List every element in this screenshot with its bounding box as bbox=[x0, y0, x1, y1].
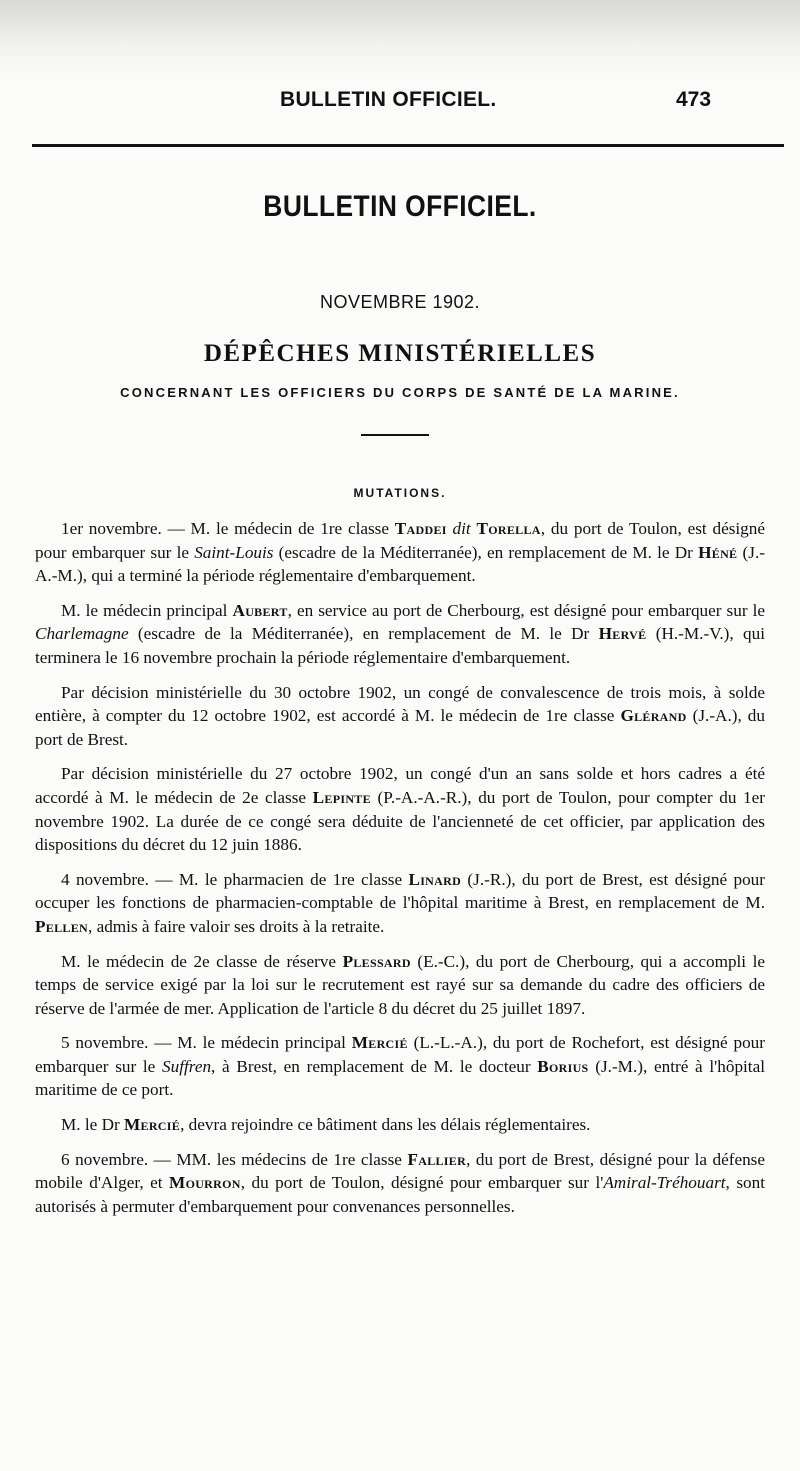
person-name: Lepinte bbox=[312, 787, 371, 807]
paragraph-1: 1er novembre. — M. le médecin de 1re classe Taddei dit Torella, du port de Toulon, est désigné pour embarquer sur le Saint-Louis (escadre de la Méditerranée), en remplacement de M. le Dr Héné (J.-A.-M.), qui a terminé la période réglementaire d'embarquement. bbox=[35, 519, 766, 586]
person-name: Linard bbox=[408, 869, 462, 889]
person-name: Aubert bbox=[232, 600, 288, 620]
depeches-title: DÉPÊCHES MINISTÉRIELLES bbox=[203, 340, 597, 367]
paragraph-6: M. le médecin de 2e classe de réserve Plessard (E.-C.), du port de Cherbourg, qui a accompli le temps de service exigé par la loi sur le recrutement est rayé sur sa demande du cadre des officiers de réserve de l'armée de mer. Application de l'article 8 du décret du 25 juillet 1897. bbox=[35, 951, 765, 1018]
person-name: Pellen bbox=[35, 916, 88, 936]
depeches-subtitle: CONCERNANT LES OFFICIERS DU CORPS DE SANTÉ DE LA MARINE. bbox=[120, 385, 680, 400]
ship-name: Charlemagne bbox=[35, 624, 129, 644]
ship-name: Amiral-Tréhouart bbox=[603, 1173, 726, 1193]
paragraph-9: 6 novembre. — MM. les médecins de 1re classe Fallier, du port de Brest, désigné pour la défense mobile d'Alger, et Mourron, du port de Toulon, désigné pour embarquer sur l'Amiral-Tréhouart, sont autorisés à permuter d'embarquement pour convenances personnelles. bbox=[35, 1149, 765, 1216]
person-name: Mourron bbox=[169, 1173, 241, 1193]
person-name: Taddei bbox=[394, 519, 447, 538]
page-number: 473 bbox=[676, 88, 712, 111]
paragraph-5: 4 novembre. — M. le pharmacien de 1re classe Linard (J.-R.), du port de Brest, est désigné pour occuper les fonctions de pharmacien-comptable de l'hôpital maritime à Brest, en remplacement de M. Pellen, admis à faire valoir ses droits à la retraite. bbox=[35, 869, 765, 936]
italic-word: dit bbox=[452, 519, 471, 538]
paragraph-7: 5 novembre. — M. le médecin principal Mercié (L.-L.-A.), du port de Rochefort, est désigné pour embarquer sur le Suffren, à Brest, en remplacement de M. le docteur Borius (J.-M.), entré à l'hôpital maritime de ce port. bbox=[35, 1033, 765, 1100]
running-header: BULLETIN OFFICIEL. bbox=[280, 88, 497, 111]
scan-shading bbox=[0, 0, 800, 80]
person-name: Plessard bbox=[342, 951, 411, 971]
person-name: Glérand bbox=[620, 706, 687, 726]
paragraph-4: Par décision ministérielle du 27 octobre 1902, un congé d'un an sans solde et hors cadres a été accordé à M. le médecin de 2e classe Lepinte (P.-A.-A.-R.), du port de Toulon, pour compter du 1er novembre 1902. La durée de ce congé sera déduite de l'ancienneté de cet officier, par application des dispositions du décret du 12 juin 1886. bbox=[35, 764, 765, 855]
section-heading: MUTATIONS. bbox=[353, 486, 447, 500]
ship-name: Suffren bbox=[162, 1056, 212, 1076]
person-name: Fallier bbox=[407, 1149, 467, 1169]
paragraph-3: Par décision ministérielle du 30 octobre 1902, un congé de convalescence de trois mois, à solde entière, à compter du 12 octobre 1902, est accordé à M. le médecin de 1re classe Glérand (J.-A.), du port de Brest. bbox=[35, 682, 765, 749]
person-name: Borius bbox=[537, 1056, 589, 1076]
header-rule bbox=[32, 144, 784, 147]
person-name: Hervé bbox=[598, 624, 647, 644]
body-text bbox=[35, 517, 765, 1229]
section-divider bbox=[361, 434, 429, 436]
paragraph-2: M. le médecin principal Aubert, en service au port de Cherbourg, est désigné pour embarquer sur le Charlemagne (escadre de la Méditerranée), en remplacement de M. le Dr Hervé (H.-M.-V.), qui terminera le 16 novembre prochain la période réglementaire d'embarquement. bbox=[35, 600, 765, 667]
person-name: Héné bbox=[698, 542, 738, 562]
person-name: Torella bbox=[476, 519, 541, 538]
month-heading: NOVEMBRE 1902. bbox=[319, 292, 481, 312]
paragraph-8: M. le Dr Mercié, devra rejoindre ce bâtiment dans les délais réglementaires. bbox=[61, 1115, 591, 1135]
person-name: Mercié bbox=[124, 1115, 181, 1135]
person-name: Mercié bbox=[351, 1033, 408, 1053]
main-title: BULLETIN OFFICIEL. bbox=[263, 190, 537, 223]
ship-name: Saint-Louis bbox=[194, 542, 274, 562]
